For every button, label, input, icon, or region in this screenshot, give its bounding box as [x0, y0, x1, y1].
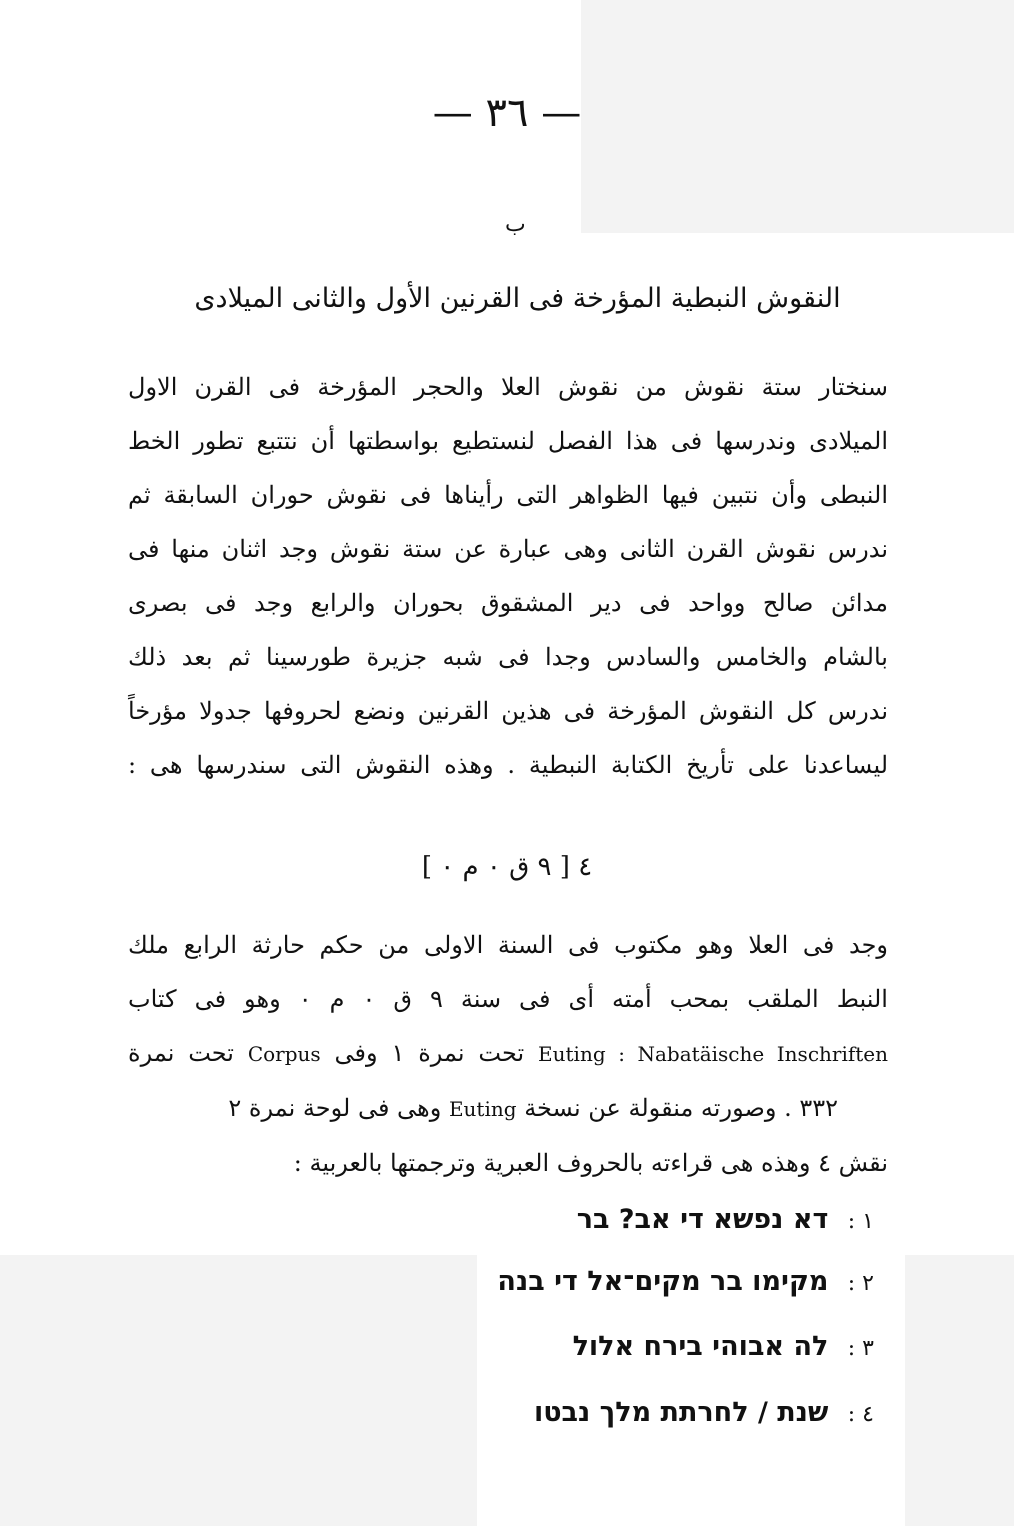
- scan-shadow-bottom-left: [0, 1255, 477, 1526]
- inscription-paragraph: [128, 918, 888, 1190]
- inscription-line: النبط الملقب بمحب أمته أى فى سنة ٩ ق ٠ م ٠ وهو فى كتاب: [128, 985, 888, 1013]
- line-number: ٣ :: [847, 1336, 874, 1361]
- inscription-line: [128, 1026, 888, 1081]
- inscription-line: نقش ٤ وهذه هى قراءته بالحروف العبرية وترجمتها بالعربية :: [293, 1149, 888, 1177]
- intro-line: النبطى وأن نتبين فيها الظواهر التى رأيناها فى نقوش حوران السابقة ثم: [128, 481, 888, 509]
- intro-line: سنختار ستة نقوش من نقوش العلا والحجر المؤرخة فى القرن الاول: [128, 373, 888, 401]
- intro-line: بالشام والخامس والسادس وجدا فى شبه جزيرة طورسينا ثم بعد ذلك: [128, 643, 888, 671]
- intro-line: مدائن صالح وواحد فى دير المشقوق بحوران والرابع وجد فى بصرى: [128, 589, 888, 617]
- latin-citation: Corpus: [247, 1042, 321, 1066]
- intro-line: ندرس كل النقوش المؤرخة فى هذين القرنين ونضع لحروفها جدولا مؤرخاً: [128, 697, 888, 725]
- inscription-line: [128, 1081, 888, 1136]
- intro-paragraph: [128, 360, 888, 792]
- hebrew-transcription-line: [497, 1266, 874, 1297]
- inscription-text: تحت نمرة: [128, 1039, 234, 1067]
- inscription-text: ٣٣٢ . وصورته منقولة عن نسخة: [524, 1094, 838, 1122]
- hebrew-text: שנת / לחרתת מלך נבטו: [533, 1397, 829, 1428]
- line-number: ٤ :: [847, 1402, 874, 1427]
- line-number: ١ :: [847, 1209, 874, 1234]
- inscription-heading: ٤ [ ٩ ق ٠ م ٠ ]: [421, 852, 593, 882]
- inscription-text: تحت نمرة ١ وفى: [334, 1039, 525, 1067]
- scan-shadow-bottom-right: [905, 1255, 1014, 1526]
- hebrew-transcription-line: [534, 1397, 874, 1428]
- hebrew-text: לה אבוהי בירח אלול: [572, 1331, 829, 1362]
- inscription-line: وجد فى العلا وهو مكتوب فى السنة الاولى من حكم حارثة الرابع ملك: [128, 931, 888, 959]
- hebrew-transcription-line: [577, 1204, 874, 1235]
- latin-citation: Euting: [448, 1097, 517, 1121]
- intro-line: ندرس نقوش القرن الثانى وهى عبارة عن ستة نقوش وجد اثنان منها فى: [128, 535, 888, 563]
- hebrew-text: דא נפשא די אב? בר: [576, 1204, 829, 1235]
- section-marker: ب: [505, 212, 526, 237]
- chapter-title: النقوش النبطية المؤرخة فى القرنين الأول والثانى الميلادى: [194, 283, 841, 314]
- inscription-text: وهى فى لوحة نمرة ٢: [228, 1094, 442, 1122]
- line-number: ٢ :: [847, 1271, 874, 1296]
- intro-line: ليساعدنا على تأريخ الكتابة النبطية . وهذه النقوش التى سندرسها هى :: [128, 751, 888, 779]
- hebrew-transcription-line: [573, 1331, 874, 1362]
- page-number: — ٣٦ —: [432, 90, 582, 136]
- hebrew-text: מקימו בר מקים־אל די בנה: [497, 1266, 829, 1297]
- intro-line: الميلادى وندرسها فى هذا الفصل لنستطيع بواسطتها أن نتتبع تطور الخط: [128, 427, 888, 455]
- latin-citation: Euting : Nabatäische Inschriften: [538, 1042, 889, 1066]
